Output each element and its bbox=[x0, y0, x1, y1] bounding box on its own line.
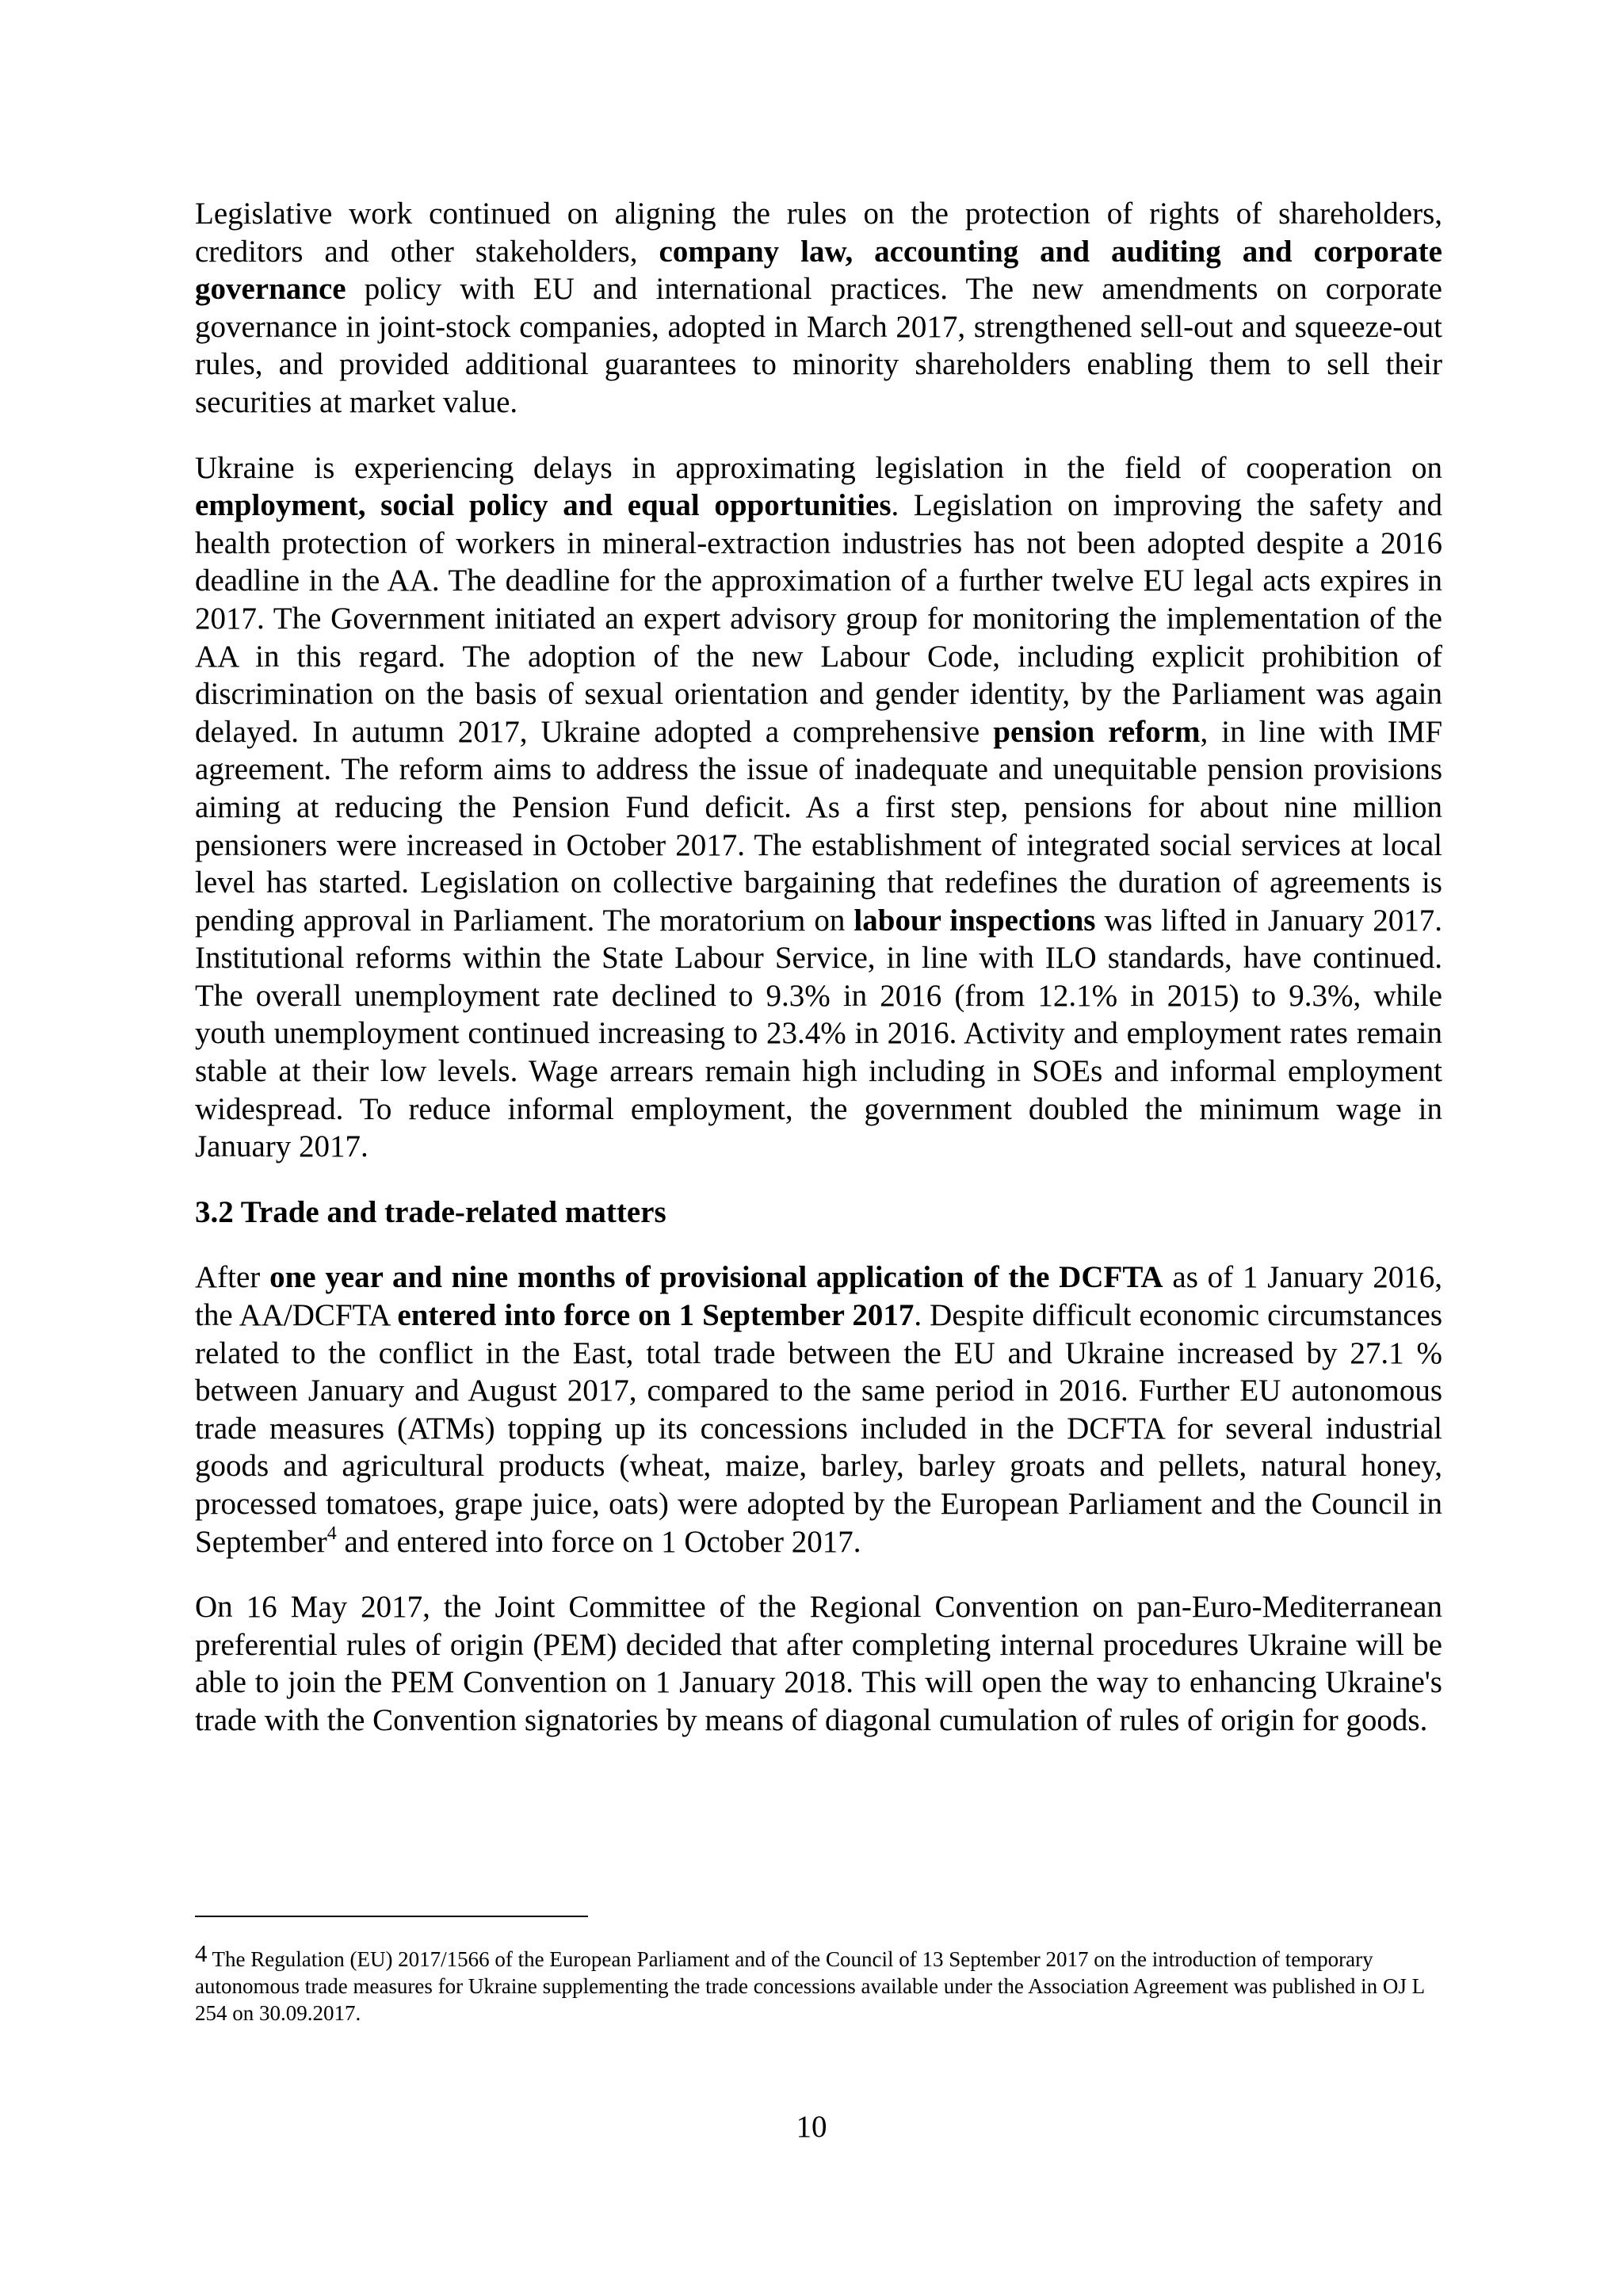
paragraph-employment bbox=[195, 449, 1442, 1166]
footnote-area bbox=[195, 1940, 1442, 2027]
bold-term-provisional-application: one year and nine months of provisional application of the DCFTA bbox=[269, 1260, 1163, 1295]
paragraph-dcfta bbox=[195, 1259, 1442, 1561]
footnote-text: The Regulation (EU) 2017/1566 of the European Parliament and of the Council of 13 September 2017 on the introduction of temporary autonomous trade measures for Ukraine supplementing the trade concessions available under the Association Agreement was published in OJ L 254 on 30.09.2017. bbox=[195, 1947, 1425, 2025]
bold-term-entry-into-force: entered into force on 1 September 2017 bbox=[397, 1298, 915, 1333]
footnote-mark: 4 bbox=[195, 1939, 208, 1967]
page-number: 10 bbox=[796, 2110, 827, 2144]
text-run: , in line with IMF agreement. The reform aims to address the issue of inadequate and unequitable pension provisions aiming at reducing the Pension Fund deficit. As a first step, pensions for about nine million pensioners were increased in October 2017. The establishment of integrated social services at local level has started. Legislation on collective bargaining that redefines the duration of agreements is pending approval in Parliament. The moratorium on bbox=[195, 714, 1443, 938]
text-run: policy with EU and international practices. The new amendments on corporate governance in joint-stock companies, adopted in March 2017, strengthened sell-out and squeeze-out rules, and provided additional guarantees to minority shareholders enabling them to sell their securities at market value. bbox=[195, 272, 1442, 419]
footnote-separator bbox=[195, 1916, 588, 1917]
paragraph-pem-convention: On 16 May 2017, the Joint Committee of the Regional Convention on pan-Euro-Mediterranean preferential rules of origin (PEM) decided that after completing internal procedures Ukraine will be able to join the PEM Convention on 1 January 2018. This will open the way to enhancing Ukraine's trade with the Convention signatories by means of diagonal cumulation of rules of origin for goods. bbox=[195, 1590, 1442, 1737]
text-run: was lifted in January 2017. Institutional reforms within the State Labour Service, in line with ILO standards, have continued. The overall unemployment rate declined to 9.3% in 2016 (from 12.1% in 2015) to 9.3%, while youth unemployment continued increasing to 23.4% in 2016. Activity and employment rates remain stable at their low levels. Wage arrears remain high including in SOEs and informal employment widespread. To reduce informal employment, the government doubled the minimum wage in January 2017. bbox=[195, 903, 1442, 1164]
bold-term-labour-inspections: labour inspections bbox=[854, 903, 1096, 938]
page-body bbox=[195, 195, 1442, 1767]
section-heading: 3.2 Trade and trade-related matters bbox=[195, 1194, 666, 1229]
text-run: After bbox=[195, 1260, 270, 1295]
footnote-reference[interactable]: 4 bbox=[327, 1522, 337, 1544]
text-run: as of 1 January 2016, the AA/DCFTA bbox=[195, 1260, 1442, 1333]
bold-term-company-law: company law, accounting and auditing and corporate governance bbox=[195, 234, 1442, 307]
text-run: . Legislation on improving the safety and health protection of workers in mineral-extraction industries has not been adopted despite a 2016 deadline in the AA. The deadline for the approximation of a further twelve EU legal acts expires in 2017. The Government initiated an expert advisory group for monitoring the implementation of the AA in this regard. The adoption of the new Labour Code, including explicit prohibition of discrimination on the basis of sexual orientation and gender identity, by the Parliament was again delayed. In autumn 2017, Ukraine adopted a comprehensive bbox=[195, 488, 1443, 749]
text-run: Legislative work continued on aligning the rules on the protection of rights of shareholders, creditors and other stakeholders, bbox=[195, 197, 1442, 269]
text-run: . Despite difficult economic circumstances related to the conflict in the East, total trade between the EU and Ukraine increased by 27.1 % between January and August 2017, compared to the same period in 2016. Further EU autonomous trade measures (ATMs) topping up its concessions included in the DCFTA for several industrial goods and agricultural products (wheat, maize, barley, barley groats and pellets, natural honey, processed tomatoes, grape juice, oats) were adopted by the European Parliament and the Council in September bbox=[195, 1298, 1442, 1559]
bold-term-pension-reform: pension reform bbox=[993, 714, 1201, 749]
paragraph-company-law bbox=[195, 195, 1442, 422]
text-run: Ukraine is experiencing delays in approximating legislation in the field of cooperation on bbox=[195, 450, 1442, 485]
text-run: and entered into force on 1 October 2017. bbox=[336, 1524, 861, 1559]
bold-term-employment: employment, social policy and equal opportunities bbox=[195, 488, 892, 523]
